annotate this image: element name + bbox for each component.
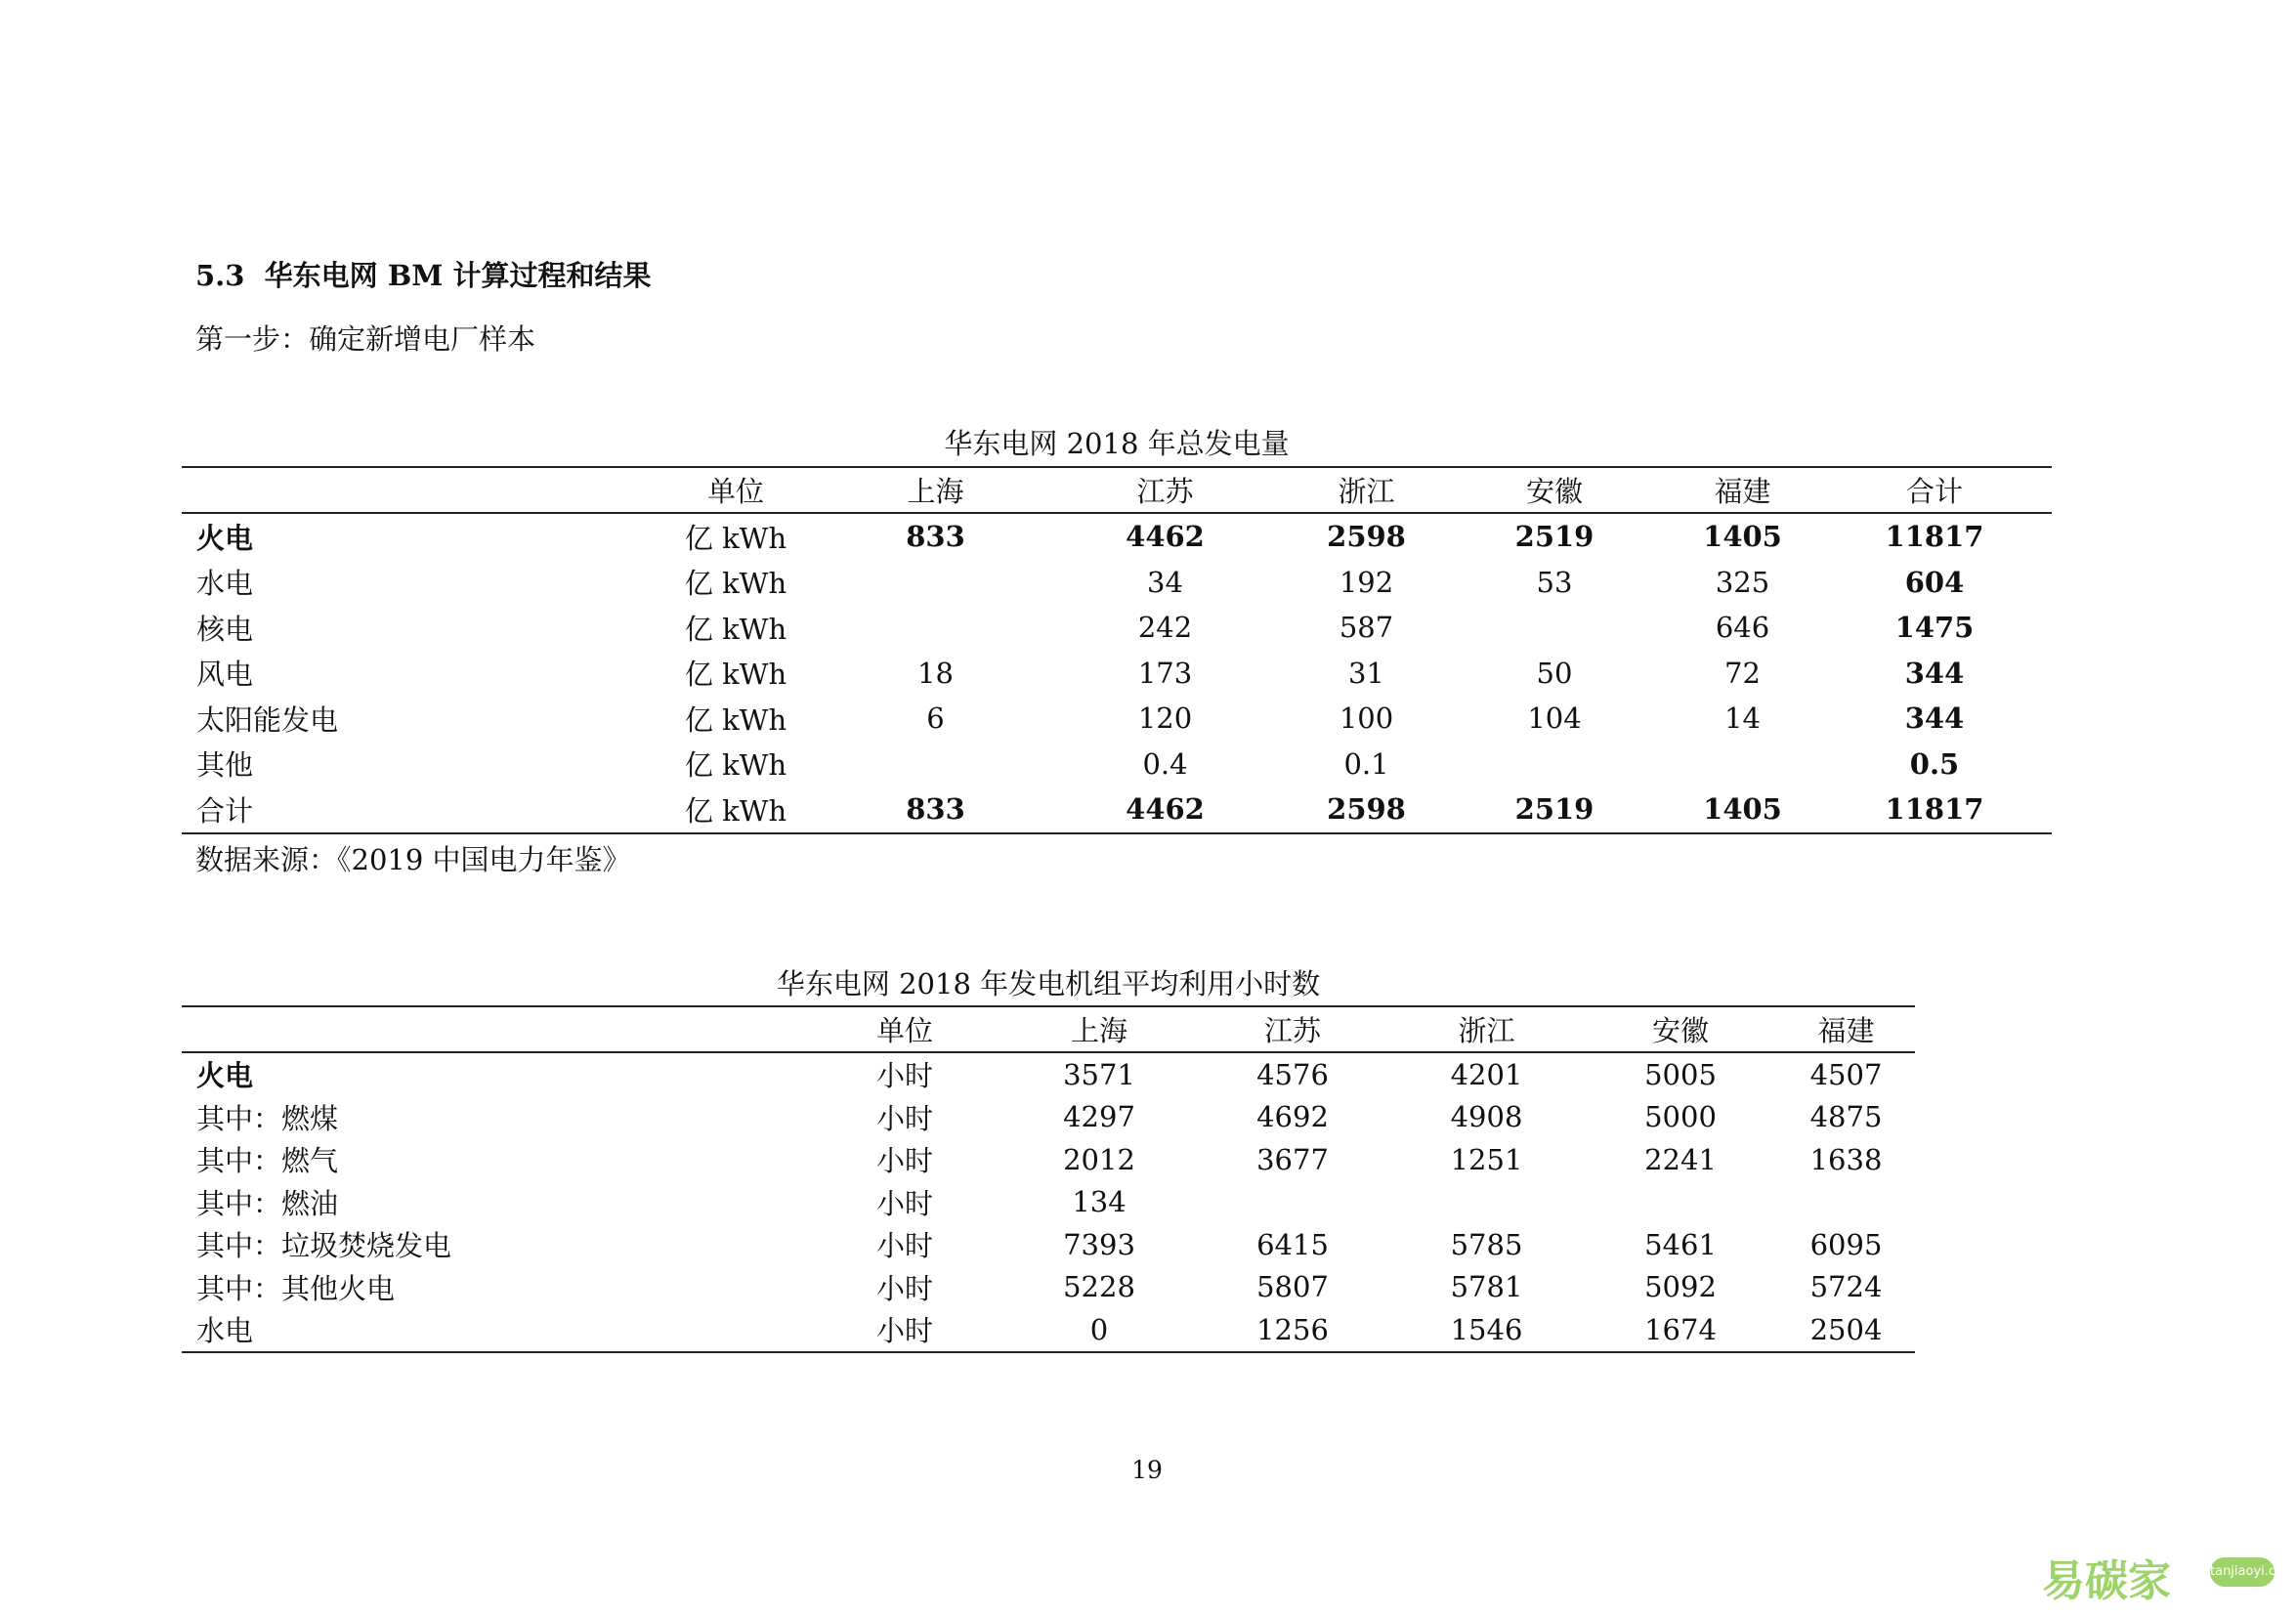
table-cell: 325 [1715, 565, 1770, 599]
table-cell: 2012 [1063, 1142, 1135, 1176]
table-cell [1584, 1181, 1777, 1224]
row-label: 其中：燃气 [196, 1144, 339, 1178]
table-cell: 646 [1715, 611, 1770, 645]
table-cell: 亿 kWh [684, 567, 787, 601]
table-row [182, 1223, 1915, 1266]
table2-column-header: 安徽 [1584, 1006, 1777, 1052]
table-cell: 120 [1137, 702, 1193, 736]
table-cell: 1674 [1584, 1308, 1777, 1352]
table-cell: 6 [926, 702, 945, 736]
table-cell: 7393 [1063, 1227, 1135, 1261]
table-cell: 亿 kWh [684, 748, 787, 783]
watermark-domain: tanjiaoyi.com [2210, 1557, 2275, 1587]
table2-body [182, 1052, 1915, 1352]
table-cell: 31 [1348, 656, 1384, 690]
row-label: 核电 [196, 612, 254, 646]
table-cell: 1475 [1894, 611, 1975, 645]
table2-column-header: 福建 [1777, 1006, 1915, 1052]
table-cell: 5807 [1256, 1270, 1329, 1304]
section-heading [195, 254, 651, 294]
row-label: 风电 [196, 658, 254, 692]
table-row [182, 560, 2052, 606]
table-cell: 604 [1904, 565, 1965, 599]
row-label: 其中：其他火电 [196, 1271, 396, 1305]
table-cell: 2519 [1441, 787, 1668, 833]
table-cell [832, 605, 1039, 651]
table1-header [182, 467, 2052, 513]
table-cell [832, 560, 1039, 606]
table-row [182, 1308, 1915, 1352]
table-cell: 134 [1072, 1185, 1127, 1219]
table1-column-header [182, 467, 639, 513]
table-cell: 4507 [1809, 1057, 1883, 1091]
table-cell: 2241 [1644, 1142, 1717, 1176]
table-row [182, 787, 2052, 833]
table-row [182, 696, 2052, 742]
table1-column-header: 江苏 [1039, 467, 1292, 513]
row-label: 其中：垃圾焚烧发电 [196, 1229, 452, 1263]
table-cell [1441, 742, 1668, 787]
table-cell [1441, 605, 1668, 651]
table-cell [832, 742, 1039, 787]
table-cell: 1638 [1809, 1142, 1883, 1176]
table1-column-header: 安徽 [1441, 467, 1668, 513]
table-cell: 亿 kWh [684, 658, 787, 692]
table-cell: 4875 [1809, 1100, 1883, 1134]
watermark-brand: 易碳家 [2042, 1556, 2171, 1606]
table2-column-header: 江苏 [1196, 1006, 1389, 1052]
table1-column-header: 浙江 [1292, 467, 1441, 513]
table-cell: 242 [1137, 611, 1193, 645]
row-label: 其他 [196, 748, 254, 783]
section-number: 5.3 [195, 259, 245, 292]
table-cell: 833 [906, 520, 965, 554]
row-label: 火电 [196, 521, 254, 555]
table-cell: 34 [1147, 565, 1183, 599]
table-cell: 3677 [1256, 1142, 1329, 1176]
table-cell: 11817 [1817, 787, 2052, 833]
table-cell: 2519 [1514, 520, 1594, 554]
table-cell [1777, 1181, 1915, 1224]
table-cell: 3571 [1063, 1057, 1135, 1091]
table1-caption: 华东电网 2018 年总发电量 [944, 427, 1290, 460]
table-cell: 4462 [1126, 520, 1205, 554]
row-label: 其中：燃煤 [196, 1101, 339, 1135]
table-cell: 173 [1137, 656, 1193, 690]
table-cell: 4201 [1450, 1057, 1523, 1091]
row-label: 合计 [182, 787, 639, 833]
table-cell [1389, 1181, 1584, 1224]
table-cell: 14 [1724, 702, 1761, 736]
table-cell: 小时 [875, 1186, 933, 1220]
table-cell: 4908 [1450, 1100, 1523, 1134]
table1-column-header: 合计 [1817, 467, 2052, 513]
table-cell: 104 [1527, 702, 1582, 736]
table-row [182, 1266, 1915, 1309]
table-cell: 1405 [1703, 520, 1782, 554]
table-cell: 0.4 [1142, 746, 1188, 781]
table-cell: 100 [1339, 702, 1394, 736]
table-cell: 小时 [875, 1144, 933, 1178]
table-cell: 2504 [1777, 1308, 1915, 1352]
table-cell: 1251 [1450, 1142, 1523, 1176]
row-label: 水电 [182, 1308, 807, 1352]
table-cell: 小时 [875, 1101, 933, 1135]
table-row [182, 1138, 1915, 1181]
table-cell: 192 [1339, 565, 1394, 599]
table-cell: 18 [917, 656, 954, 690]
table-cell: 6415 [1256, 1227, 1329, 1261]
table-row [182, 742, 2052, 787]
table-cell: 1546 [1389, 1308, 1584, 1352]
table-row [182, 1052, 1915, 1096]
table-cell: 0 [1002, 1308, 1196, 1352]
table-cell: 5092 [1644, 1270, 1717, 1304]
table-cell: 2598 [1292, 787, 1441, 833]
table-row [182, 1181, 1915, 1224]
table-cell: 亿 kWh [684, 521, 787, 555]
table-cell: 小时 [875, 1229, 933, 1263]
table-cell: 小时 [875, 1059, 933, 1093]
row-label: 太阳能发电 [196, 702, 339, 737]
watermark-logo [2042, 1546, 2296, 1606]
table-cell: 72 [1724, 656, 1761, 690]
table-cell: 小时 [807, 1308, 1002, 1352]
table2-column-header: 单位 [807, 1006, 1002, 1052]
table-cell: 5461 [1644, 1227, 1717, 1261]
table-cell: 5781 [1450, 1270, 1523, 1304]
table-cell: 4297 [1063, 1100, 1135, 1134]
row-label: 火电 [196, 1059, 254, 1093]
table2-caption: 华东电网 2018 年发电机组平均利用小时数 [776, 967, 1321, 1000]
table-cell: 0.5 [1909, 746, 1960, 781]
table-cell: 亿 kWh [684, 612, 787, 646]
utilization-hours-table [182, 1005, 1915, 1353]
table-cell: 6095 [1809, 1227, 1883, 1261]
section-title-text: 华东电网 BM 计算过程和结果 [264, 259, 652, 292]
table-cell: 1405 [1668, 787, 1817, 833]
table-cell: 5724 [1809, 1270, 1883, 1304]
table-cell: 亿 kWh [639, 787, 832, 833]
table-cell: 833 [832, 787, 1039, 833]
table-cell: 2598 [1327, 520, 1406, 554]
table-cell: 小时 [875, 1271, 933, 1305]
table-row [182, 513, 2052, 560]
table-cell: 50 [1536, 656, 1573, 690]
table-cell [1196, 1181, 1389, 1224]
table-cell: 4462 [1039, 787, 1292, 833]
table2-column-header: 浙江 [1389, 1006, 1584, 1052]
table-row [182, 1096, 1915, 1139]
table-cell: 4692 [1256, 1100, 1329, 1134]
table1-body [182, 513, 2052, 833]
generation-table [182, 466, 2052, 834]
table-cell: 5228 [1063, 1270, 1135, 1304]
table1-column-header: 单位 [639, 467, 832, 513]
table-cell: 亿 kWh [684, 702, 787, 737]
table2-column-header: 上海 [1002, 1006, 1196, 1052]
table-cell: 1256 [1196, 1308, 1389, 1352]
page-number: 19 [1131, 1456, 1163, 1484]
table-cell: 587 [1339, 611, 1394, 645]
table-cell: 5005 [1644, 1057, 1717, 1091]
table-row [182, 651, 2052, 697]
table-cell: 0.1 [1343, 746, 1389, 781]
row-label: 其中：燃油 [196, 1186, 339, 1220]
table-cell: 344 [1904, 656, 1965, 690]
table1-header-row [182, 467, 2052, 513]
step-text: 第一步：确定新增电厂样本 [195, 322, 536, 356]
table2-column-header [182, 1006, 807, 1052]
table2-header-row [182, 1006, 1915, 1052]
table-cell: 11817 [1885, 520, 1984, 554]
table-cell: 344 [1904, 702, 1965, 736]
table-cell [1668, 742, 1817, 787]
table1-column-header: 上海 [832, 467, 1039, 513]
table-row [182, 605, 2052, 651]
table1-column-header: 福建 [1668, 467, 1817, 513]
table-cell: 53 [1536, 565, 1573, 599]
table-cell: 5000 [1644, 1100, 1717, 1134]
table2-header [182, 1006, 1915, 1052]
row-label: 水电 [196, 567, 254, 601]
table-cell: 4576 [1256, 1057, 1329, 1091]
source-note: 数据来源：《2019 中国电力年鉴》 [195, 843, 631, 876]
table-cell: 5785 [1450, 1227, 1523, 1261]
